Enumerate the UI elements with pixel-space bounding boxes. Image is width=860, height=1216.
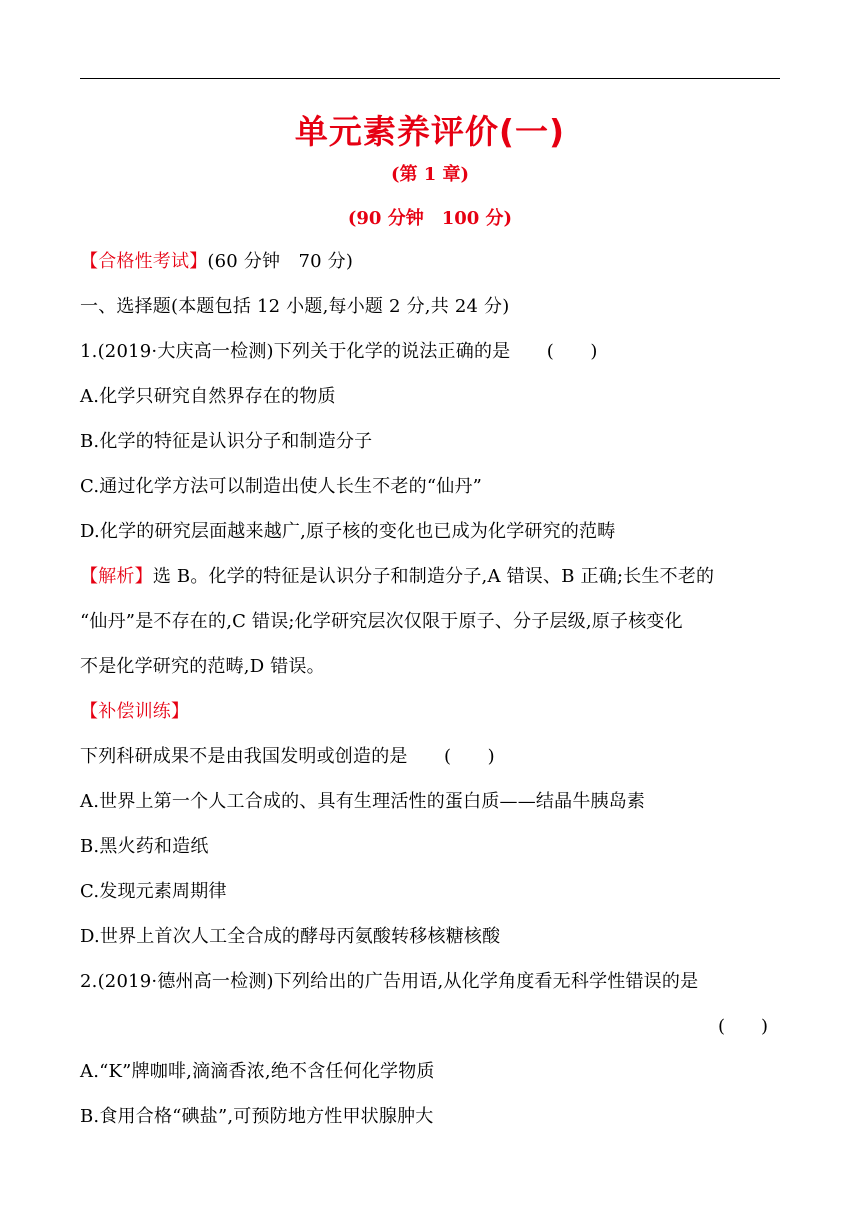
header-rule: [80, 78, 780, 79]
analysis-tag: 【解析】: [80, 566, 153, 587]
question-1-option-b: B.化学的特征是认识分子和制造分子: [80, 431, 373, 452]
section-heading: [80, 250, 353, 274]
question-1-option-a: A.化学只研究自然界存在的物质: [80, 386, 336, 407]
question-2-stem: 2.(2019·德州高一检测)下列给出的广告用语,从化学角度看无科学性错误的是: [80, 971, 699, 992]
part-heading: 一、选择题(本题包括 12 小题,每小题 2 分,共 24 分): [80, 296, 510, 317]
analysis-line-2: “仙丹”是不存在的,C 错误;化学研究层次仅限于原子、分子层级,原子核变化: [80, 611, 683, 632]
page-title: 单元素养评价(一): [294, 112, 566, 151]
supplement-stem: 下列科研成果不是由我国发明或创造的是 ( ): [80, 746, 495, 767]
question-2-option-b: B.食用合格“碘盐”,可预防地方性甲状腺肿大: [80, 1106, 434, 1127]
analysis-text-1: 选 B。化学的特征是认识分子和制造分子,A 错误、B 正确;长生不老的: [152, 566, 715, 587]
supplement-option-d: D.世界上首次人工全合成的酵母丙氨酸转移核糖核酸: [80, 926, 501, 947]
analysis-line-3: 不是化学研究的范畴,D 错误。: [80, 656, 325, 677]
question-1-option-c: C.通过化学方法可以制造出使人长生不老的“仙丹”: [80, 476, 483, 497]
supplement-tag: 【补偿训练】: [80, 701, 190, 722]
question-1-stem: 1.(2019·大庆高一检测)下列关于化学的说法正确的是 ( ): [80, 341, 598, 362]
chapter-label: (第 1 章): [390, 164, 470, 185]
exam-time-score: (90 分钟 100 分): [347, 208, 513, 229]
supplement-option-c: C.发现元素周期律: [80, 881, 227, 902]
supplement-option-b: B.黑火药和造纸: [80, 836, 209, 857]
section-time-score: (60 分钟 70 分): [207, 251, 354, 272]
question-1-option-d: D.化学的研究层面越来越广,原子核的变化也已成为化学研究的范畴: [80, 521, 616, 542]
section-tag: 【合格性考试】: [80, 251, 208, 272]
supplement-option-a: A.世界上第一个人工合成的、具有生理活性的蛋白质——结晶牛胰岛素: [80, 791, 646, 812]
question-2-answer-bracket: ( ): [718, 1016, 769, 1037]
analysis-line-1: [80, 565, 714, 589]
question-2-option-a: A.“K”牌咖啡,滴滴香浓,绝不含任何化学物质: [80, 1061, 435, 1082]
